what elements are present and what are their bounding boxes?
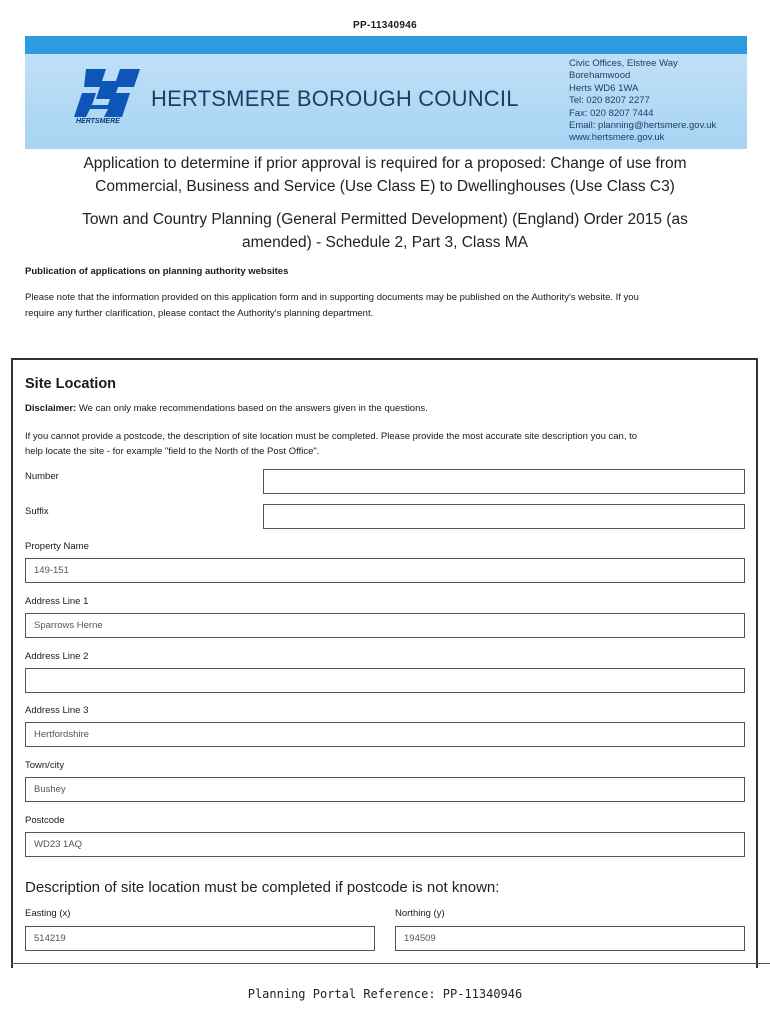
postcode-field[interactable]: WD23 1AQ: [25, 832, 745, 857]
address-line-3-field[interactable]: Hertfordshire: [25, 722, 745, 747]
address-line-2-label: Address Line 2: [25, 651, 89, 662]
postcode-label: Postcode: [25, 815, 65, 826]
application-subtitle: [30, 208, 740, 254]
footer-reference: Planning Portal Reference: PP-11340946: [247, 987, 523, 1001]
contact-line: Civic Offices, Elstree Way: [569, 58, 678, 69]
title-line: Commercial, Business and Service (Use Class E) to Dwellinghouses (Use Class C3): [95, 178, 675, 195]
contact-website: www.hertsmere.gov.uk: [569, 132, 665, 144]
easting-label: Easting (x): [25, 908, 71, 919]
description-heading: Description of site location must be completed if postcode is not known:: [25, 879, 500, 896]
property-name-label: Property Name: [25, 541, 89, 552]
council-banner: [25, 36, 747, 149]
northing-label: Northing (y): [395, 908, 445, 919]
publication-line: Please note that the information provided on this application form and in supporting documents may be published on the Authority's website. If you: [25, 292, 639, 303]
subtitle-line: Town and Country Planning (General Permitted Development) (England) Order 2015 (as: [82, 211, 688, 228]
disclaimer-label: Disclaimer:: [25, 403, 77, 414]
contact-line: Tel: 020 8207 2277: [569, 95, 650, 107]
number-label: Number: [25, 471, 59, 482]
town-field[interactable]: Bushey: [25, 777, 745, 802]
address-line-2-field[interactable]: [25, 668, 745, 693]
contact-line: Herts WD6 1WA: [569, 82, 639, 94]
title-line: Application to determine if prior approval is required for a proposed: Change of use from: [83, 155, 687, 172]
easting-field[interactable]: 514219: [25, 926, 375, 951]
address-line-1-label: Address Line 1: [25, 596, 89, 607]
subtitle-line: amended) - Schedule 2, Part 3, Class MA: [241, 234, 529, 251]
publication-heading: Publication of applications on planning authority websites: [25, 266, 289, 277]
address-line-3-label: Address Line 3: [25, 705, 89, 716]
site-info-text: [25, 429, 745, 459]
town-label: Town/city: [25, 760, 65, 771]
disclaimer-text: We can only make recommendations based on the answers given in the questions.: [76, 403, 428, 414]
page-bottom-rule: [11, 963, 770, 964]
disclaimer: [25, 403, 428, 414]
top-reference: PP-11340946: [353, 20, 417, 31]
council-name: HERTSMERE BOROUGH COUNCIL: [151, 86, 519, 111]
application-title: [30, 152, 740, 198]
property-name-field[interactable]: 149-151: [25, 558, 745, 583]
contact-email: Email: planning@hertsmere.gov.uk: [569, 119, 717, 131]
hertsmere-logo-icon: [72, 67, 142, 119]
number-field[interactable]: [263, 469, 745, 494]
address-line-1-field[interactable]: Sparrows Herne: [25, 613, 745, 638]
council-contact: [569, 58, 716, 145]
logo-caption: HERTSMERE: [76, 118, 120, 125]
suffix-label: Suffix: [25, 506, 49, 517]
contact-line: Fax: 020 8207 7444: [569, 107, 654, 119]
suffix-field[interactable]: [263, 504, 745, 529]
publication-text: [25, 290, 747, 322]
publication-line: require any further clarification, please contact the Authority's planning department.: [25, 308, 374, 319]
info-line: If you cannot provide a postcode, the description of site location must be completed. Please provide the most accurate site description you can, to: [25, 431, 638, 442]
contact-line: Borehamwood: [569, 70, 631, 82]
section-title: Site Location: [25, 376, 117, 392]
info-line: help locate the site - for example "field to the North of the Post Office".: [25, 446, 320, 457]
northing-field[interactable]: 194509: [395, 926, 745, 951]
